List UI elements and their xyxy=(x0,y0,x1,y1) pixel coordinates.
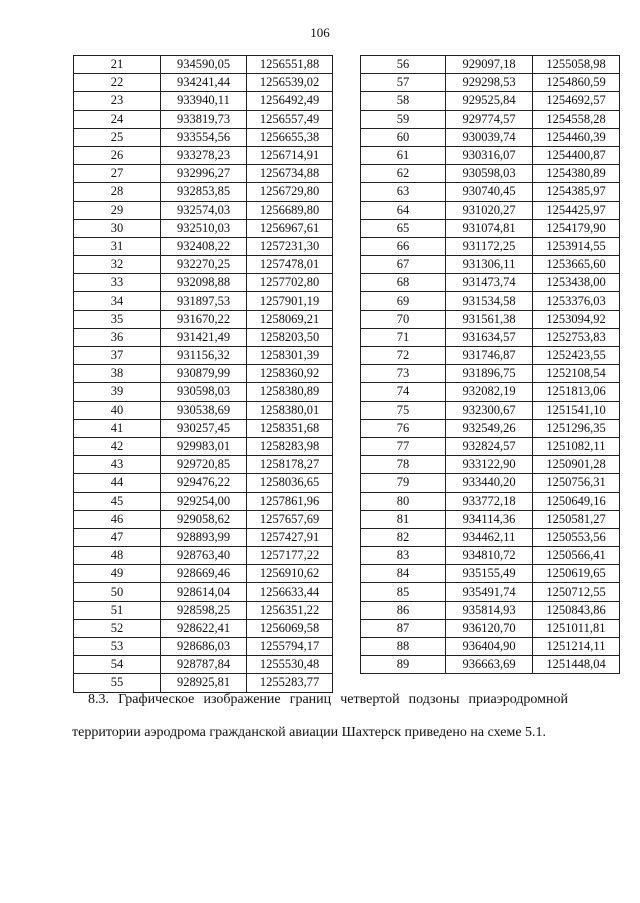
y-coordinate-cell: 1257427,91 xyxy=(247,528,333,546)
point-number-cell: 41 xyxy=(74,419,161,437)
point-number-cell: 26 xyxy=(74,146,161,164)
y-coordinate-cell: 1253914,55 xyxy=(533,237,620,255)
y-coordinate-cell: 1256910,62 xyxy=(247,565,333,583)
table-row xyxy=(361,383,620,401)
point-number-cell: 52 xyxy=(74,619,161,637)
x-coordinate-cell: 930039,74 xyxy=(446,128,533,146)
x-coordinate-cell: 932098,88 xyxy=(161,274,247,292)
x-coordinate-cell: 933440,20 xyxy=(446,474,533,492)
table-row xyxy=(74,165,333,183)
x-coordinate-cell: 929525,84 xyxy=(446,92,533,110)
y-coordinate-cell: 1258380,01 xyxy=(247,401,333,419)
point-number-cell: 64 xyxy=(361,201,446,219)
x-coordinate-cell: 928925,81 xyxy=(161,674,247,692)
table-row xyxy=(74,547,333,565)
table-row xyxy=(74,383,333,401)
x-coordinate-cell: 933554,56 xyxy=(161,128,247,146)
point-number-cell: 58 xyxy=(361,92,446,110)
x-coordinate-cell: 932853,85 xyxy=(161,183,247,201)
point-number-cell: 71 xyxy=(361,328,446,346)
table-row xyxy=(361,237,620,255)
point-number-cell: 57 xyxy=(361,74,446,92)
x-coordinate-cell: 930316,07 xyxy=(446,146,533,164)
table-row xyxy=(74,183,333,201)
y-coordinate-cell: 1251541,10 xyxy=(533,401,620,419)
table-row xyxy=(361,74,620,92)
x-coordinate-cell: 931897,53 xyxy=(161,292,247,310)
scheme-reference-paragraph xyxy=(72,683,568,749)
y-coordinate-cell: 1258360,92 xyxy=(247,365,333,383)
point-number-cell: 63 xyxy=(361,183,446,201)
point-number-cell: 45 xyxy=(74,492,161,510)
y-coordinate-cell: 1254385,97 xyxy=(533,183,620,201)
y-coordinate-cell: 1257177,22 xyxy=(247,547,333,565)
coordinates-table-right xyxy=(360,55,620,674)
y-coordinate-cell: 1257901,19 xyxy=(247,292,333,310)
y-coordinate-cell: 1254860,59 xyxy=(533,74,620,92)
x-coordinate-cell: 934114,36 xyxy=(446,510,533,528)
point-number-cell: 66 xyxy=(361,237,446,255)
point-number-cell: 83 xyxy=(361,547,446,565)
table-row xyxy=(361,292,620,310)
table-row xyxy=(361,56,620,74)
point-number-cell: 23 xyxy=(74,92,161,110)
table-row xyxy=(74,656,333,674)
y-coordinate-cell: 1250843,86 xyxy=(533,601,620,619)
point-number-cell: 78 xyxy=(361,456,446,474)
y-coordinate-cell: 1256551,88 xyxy=(247,56,333,74)
x-coordinate-cell: 931306,11 xyxy=(446,256,533,274)
y-coordinate-cell: 1258301,39 xyxy=(247,347,333,365)
x-coordinate-cell: 932574,03 xyxy=(161,201,247,219)
y-coordinate-cell: 1253438,00 xyxy=(533,274,620,292)
y-coordinate-cell: 1256689,80 xyxy=(247,201,333,219)
table-row xyxy=(361,492,620,510)
point-number-cell: 73 xyxy=(361,365,446,383)
x-coordinate-cell: 932408,22 xyxy=(161,237,247,255)
table-row xyxy=(74,401,333,419)
table-row xyxy=(74,565,333,583)
coordinates-table-right-body xyxy=(361,56,620,674)
y-coordinate-cell: 1256557,49 xyxy=(247,110,333,128)
y-coordinate-cell: 1250581,27 xyxy=(533,510,620,528)
x-coordinate-cell: 929254,00 xyxy=(161,492,247,510)
table-row xyxy=(361,310,620,328)
point-number-cell: 21 xyxy=(74,56,161,74)
table-row xyxy=(361,92,620,110)
y-coordinate-cell: 1258380,89 xyxy=(247,383,333,401)
table-row xyxy=(74,474,333,492)
y-coordinate-cell: 1251448,04 xyxy=(533,656,620,674)
point-number-cell: 62 xyxy=(361,165,446,183)
y-coordinate-cell: 1253094,92 xyxy=(533,310,620,328)
x-coordinate-cell: 934241,44 xyxy=(161,74,247,92)
y-coordinate-cell: 1258178,27 xyxy=(247,456,333,474)
y-coordinate-cell: 1258351,68 xyxy=(247,419,333,437)
paragraph-line-2: территории аэродрома гражданской авиации Шахтерск приведено на схеме 5.1. xyxy=(72,725,547,740)
point-number-cell: 61 xyxy=(361,146,446,164)
x-coordinate-cell: 929774,57 xyxy=(446,110,533,128)
table-row xyxy=(361,437,620,455)
x-coordinate-cell: 936404,90 xyxy=(446,638,533,656)
point-number-cell: 54 xyxy=(74,656,161,674)
point-number-cell: 43 xyxy=(74,456,161,474)
x-coordinate-cell: 933122,90 xyxy=(446,456,533,474)
x-coordinate-cell: 936120,70 xyxy=(446,619,533,637)
point-number-cell: 24 xyxy=(74,110,161,128)
point-number-cell: 55 xyxy=(74,674,161,692)
table-row xyxy=(74,274,333,292)
table-row xyxy=(74,347,333,365)
point-number-cell: 34 xyxy=(74,292,161,310)
y-coordinate-cell: 1258203,50 xyxy=(247,328,333,346)
y-coordinate-cell: 1253376,03 xyxy=(533,292,620,310)
y-coordinate-cell: 1250566,41 xyxy=(533,547,620,565)
table-row xyxy=(74,219,333,237)
y-coordinate-cell: 1251214,11 xyxy=(533,638,620,656)
table-row xyxy=(361,146,620,164)
y-coordinate-cell: 1251082,11 xyxy=(533,437,620,455)
point-number-cell: 89 xyxy=(361,656,446,674)
point-number-cell: 56 xyxy=(361,56,446,74)
y-coordinate-cell: 1250712,55 xyxy=(533,583,620,601)
coordinates-table-left xyxy=(73,55,333,693)
table-row xyxy=(361,201,620,219)
table-row xyxy=(74,583,333,601)
point-number-cell: 50 xyxy=(74,583,161,601)
y-coordinate-cell: 1256729,80 xyxy=(247,183,333,201)
y-coordinate-cell: 1258036,65 xyxy=(247,474,333,492)
x-coordinate-cell: 932300,67 xyxy=(446,401,533,419)
x-coordinate-cell: 930879,99 xyxy=(161,365,247,383)
y-coordinate-cell: 1257478,01 xyxy=(247,256,333,274)
y-coordinate-cell: 1257861,96 xyxy=(247,492,333,510)
table-row xyxy=(74,201,333,219)
x-coordinate-cell: 928598,25 xyxy=(161,601,247,619)
table-row xyxy=(361,656,620,674)
table-row xyxy=(361,183,620,201)
x-coordinate-cell: 929058,62 xyxy=(161,510,247,528)
table-row xyxy=(361,256,620,274)
point-number-cell: 84 xyxy=(361,565,446,583)
x-coordinate-cell: 929720,85 xyxy=(161,456,247,474)
table-row xyxy=(74,256,333,274)
point-number-cell: 39 xyxy=(74,383,161,401)
point-number-cell: 33 xyxy=(74,274,161,292)
table-row xyxy=(74,528,333,546)
point-number-cell: 48 xyxy=(74,547,161,565)
point-number-cell: 59 xyxy=(361,110,446,128)
x-coordinate-cell: 934590,05 xyxy=(161,56,247,74)
table-row xyxy=(74,110,333,128)
x-coordinate-cell: 932996,27 xyxy=(161,165,247,183)
table-row xyxy=(74,146,333,164)
x-coordinate-cell: 932510,03 xyxy=(161,219,247,237)
table-row xyxy=(361,528,620,546)
table-row xyxy=(361,583,620,601)
y-coordinate-cell: 1256734,88 xyxy=(247,165,333,183)
point-number-cell: 81 xyxy=(361,510,446,528)
y-coordinate-cell: 1255530,48 xyxy=(247,656,333,674)
x-coordinate-cell: 928669,46 xyxy=(161,565,247,583)
point-number-cell: 80 xyxy=(361,492,446,510)
y-coordinate-cell: 1254380,89 xyxy=(533,165,620,183)
x-coordinate-cell: 930740,45 xyxy=(446,183,533,201)
table-row xyxy=(74,128,333,146)
point-number-cell: 76 xyxy=(361,419,446,437)
x-coordinate-cell: 929476,22 xyxy=(161,474,247,492)
y-coordinate-cell: 1254460,39 xyxy=(533,128,620,146)
point-number-cell: 29 xyxy=(74,201,161,219)
point-number-cell: 65 xyxy=(361,219,446,237)
point-number-cell: 22 xyxy=(74,74,161,92)
point-number-cell: 35 xyxy=(74,310,161,328)
point-number-cell: 75 xyxy=(361,401,446,419)
y-coordinate-cell: 1251296,35 xyxy=(533,419,620,437)
x-coordinate-cell: 931020,27 xyxy=(446,201,533,219)
y-coordinate-cell: 1254425,97 xyxy=(533,201,620,219)
y-coordinate-cell: 1250553,56 xyxy=(533,528,620,546)
x-coordinate-cell: 931746,87 xyxy=(446,347,533,365)
x-coordinate-cell: 928787,84 xyxy=(161,656,247,674)
x-coordinate-cell: 932549,26 xyxy=(446,419,533,437)
coordinates-table-left-body xyxy=(74,56,333,693)
point-number-cell: 44 xyxy=(74,474,161,492)
point-number-cell: 38 xyxy=(74,365,161,383)
table-row xyxy=(74,419,333,437)
y-coordinate-cell: 1256655,38 xyxy=(247,128,333,146)
x-coordinate-cell: 931172,25 xyxy=(446,237,533,255)
y-coordinate-cell: 1254400,87 xyxy=(533,146,620,164)
x-coordinate-cell: 931074,81 xyxy=(446,219,533,237)
y-coordinate-cell: 1256492,49 xyxy=(247,92,333,110)
y-coordinate-cell: 1255283,77 xyxy=(247,674,333,692)
x-coordinate-cell: 932082,19 xyxy=(446,383,533,401)
y-coordinate-cell: 1256714,91 xyxy=(247,146,333,164)
point-number-cell: 86 xyxy=(361,601,446,619)
x-coordinate-cell: 930598,03 xyxy=(161,383,247,401)
table-row xyxy=(74,492,333,510)
point-number-cell: 30 xyxy=(74,219,161,237)
x-coordinate-cell: 935155,49 xyxy=(446,565,533,583)
y-coordinate-cell: 1257702,80 xyxy=(247,274,333,292)
x-coordinate-cell: 933278,23 xyxy=(161,146,247,164)
point-number-cell: 68 xyxy=(361,274,446,292)
x-coordinate-cell: 933772,18 xyxy=(446,492,533,510)
y-coordinate-cell: 1251813,06 xyxy=(533,383,620,401)
x-coordinate-cell: 933819,73 xyxy=(161,110,247,128)
x-coordinate-cell: 934462,11 xyxy=(446,528,533,546)
y-coordinate-cell: 1250901,28 xyxy=(533,456,620,474)
point-number-cell: 88 xyxy=(361,638,446,656)
y-coordinate-cell: 1258283,98 xyxy=(247,437,333,455)
x-coordinate-cell: 930598,03 xyxy=(446,165,533,183)
point-number-cell: 25 xyxy=(74,128,161,146)
point-number-cell: 46 xyxy=(74,510,161,528)
y-coordinate-cell: 1256539,02 xyxy=(247,74,333,92)
y-coordinate-cell: 1255794,17 xyxy=(247,638,333,656)
y-coordinate-cell: 1257657,69 xyxy=(247,510,333,528)
table-row xyxy=(74,74,333,92)
x-coordinate-cell: 929983,01 xyxy=(161,437,247,455)
point-number-cell: 77 xyxy=(361,437,446,455)
y-coordinate-cell: 1250649,16 xyxy=(533,492,620,510)
table-row xyxy=(361,565,620,583)
y-coordinate-cell: 1250756,31 xyxy=(533,474,620,492)
y-coordinate-cell: 1256633,44 xyxy=(247,583,333,601)
table-row xyxy=(74,437,333,455)
x-coordinate-cell: 928893,99 xyxy=(161,528,247,546)
page-number: 106 xyxy=(310,25,330,40)
y-coordinate-cell: 1252753,83 xyxy=(533,328,620,346)
point-number-cell: 27 xyxy=(74,165,161,183)
x-coordinate-cell: 931156,32 xyxy=(161,347,247,365)
point-number-cell: 67 xyxy=(361,256,446,274)
point-number-cell: 53 xyxy=(74,638,161,656)
x-coordinate-cell: 931896,75 xyxy=(446,365,533,383)
table-row xyxy=(361,365,620,383)
y-coordinate-cell: 1258069,21 xyxy=(247,310,333,328)
table-row xyxy=(74,601,333,619)
point-number-cell: 32 xyxy=(74,256,161,274)
point-number-cell: 79 xyxy=(361,474,446,492)
y-coordinate-cell: 1254179,90 xyxy=(533,219,620,237)
x-coordinate-cell: 929298,53 xyxy=(446,74,533,92)
table-row xyxy=(74,92,333,110)
table-row xyxy=(74,56,333,74)
point-number-cell: 69 xyxy=(361,292,446,310)
table-row xyxy=(74,638,333,656)
table-row xyxy=(74,365,333,383)
x-coordinate-cell: 931473,74 xyxy=(446,274,533,292)
table-row xyxy=(74,456,333,474)
point-number-cell: 28 xyxy=(74,183,161,201)
x-coordinate-cell: 931670,22 xyxy=(161,310,247,328)
x-coordinate-cell: 935491,74 xyxy=(446,583,533,601)
x-coordinate-cell: 929097,18 xyxy=(446,56,533,74)
table-row xyxy=(361,419,620,437)
point-number-cell: 36 xyxy=(74,328,161,346)
x-coordinate-cell: 928614,04 xyxy=(161,583,247,601)
point-number-cell: 82 xyxy=(361,528,446,546)
point-number-cell: 60 xyxy=(361,128,446,146)
point-number-cell: 49 xyxy=(74,565,161,583)
table-row xyxy=(361,110,620,128)
table-row xyxy=(74,328,333,346)
y-coordinate-cell: 1257231,30 xyxy=(247,237,333,255)
y-coordinate-cell: 1256967,61 xyxy=(247,219,333,237)
point-number-cell: 47 xyxy=(74,528,161,546)
point-number-cell: 74 xyxy=(361,383,446,401)
table-row xyxy=(74,237,333,255)
x-coordinate-cell: 935814,93 xyxy=(446,601,533,619)
x-coordinate-cell: 928763,40 xyxy=(161,547,247,565)
x-coordinate-cell: 931421,49 xyxy=(161,328,247,346)
y-coordinate-cell: 1255058,98 xyxy=(533,56,620,74)
x-coordinate-cell: 931534,58 xyxy=(446,292,533,310)
y-coordinate-cell: 1253665,60 xyxy=(533,256,620,274)
x-coordinate-cell: 930257,45 xyxy=(161,419,247,437)
table-row xyxy=(361,638,620,656)
point-number-cell: 37 xyxy=(74,347,161,365)
table-row xyxy=(361,165,620,183)
x-coordinate-cell: 934810,72 xyxy=(446,547,533,565)
y-coordinate-cell: 1251011,81 xyxy=(533,619,620,637)
table-row xyxy=(361,510,620,528)
table-row xyxy=(361,128,620,146)
y-coordinate-cell: 1254558,28 xyxy=(533,110,620,128)
point-number-cell: 85 xyxy=(361,583,446,601)
table-row xyxy=(74,510,333,528)
y-coordinate-cell: 1250619,65 xyxy=(533,565,620,583)
point-number-cell: 40 xyxy=(74,401,161,419)
x-coordinate-cell: 933940,11 xyxy=(161,92,247,110)
y-coordinate-cell: 1254692,57 xyxy=(533,92,620,110)
point-number-cell: 42 xyxy=(74,437,161,455)
point-number-cell: 51 xyxy=(74,601,161,619)
x-coordinate-cell: 936663,69 xyxy=(446,656,533,674)
table-row xyxy=(361,347,620,365)
point-number-cell: 70 xyxy=(361,310,446,328)
point-number-cell: 87 xyxy=(361,619,446,637)
table-row xyxy=(74,292,333,310)
x-coordinate-cell: 931634,57 xyxy=(446,328,533,346)
table-row xyxy=(361,601,620,619)
table-row xyxy=(361,219,620,237)
x-coordinate-cell: 931561,38 xyxy=(446,310,533,328)
table-row xyxy=(361,474,620,492)
table-row xyxy=(361,619,620,637)
table-row xyxy=(74,310,333,328)
point-number-cell: 31 xyxy=(74,237,161,255)
x-coordinate-cell: 928622,41 xyxy=(161,619,247,637)
table-row xyxy=(361,274,620,292)
y-coordinate-cell: 1256069,58 xyxy=(247,619,333,637)
table-row xyxy=(361,328,620,346)
x-coordinate-cell: 932824,57 xyxy=(446,437,533,455)
y-coordinate-cell: 1256351,22 xyxy=(247,601,333,619)
table-row xyxy=(74,619,333,637)
table-row xyxy=(361,456,620,474)
paragraph-line-1: 8.3. Графическое изображение границ четвертой подзоны приаэродромной xyxy=(88,692,568,707)
point-number-cell: 72 xyxy=(361,347,446,365)
x-coordinate-cell: 930538,69 xyxy=(161,401,247,419)
table-row xyxy=(361,401,620,419)
x-coordinate-cell: 932270,25 xyxy=(161,256,247,274)
y-coordinate-cell: 1252108,54 xyxy=(533,365,620,383)
x-coordinate-cell: 928686,03 xyxy=(161,638,247,656)
table-row xyxy=(361,547,620,565)
y-coordinate-cell: 1252423,55 xyxy=(533,347,620,365)
